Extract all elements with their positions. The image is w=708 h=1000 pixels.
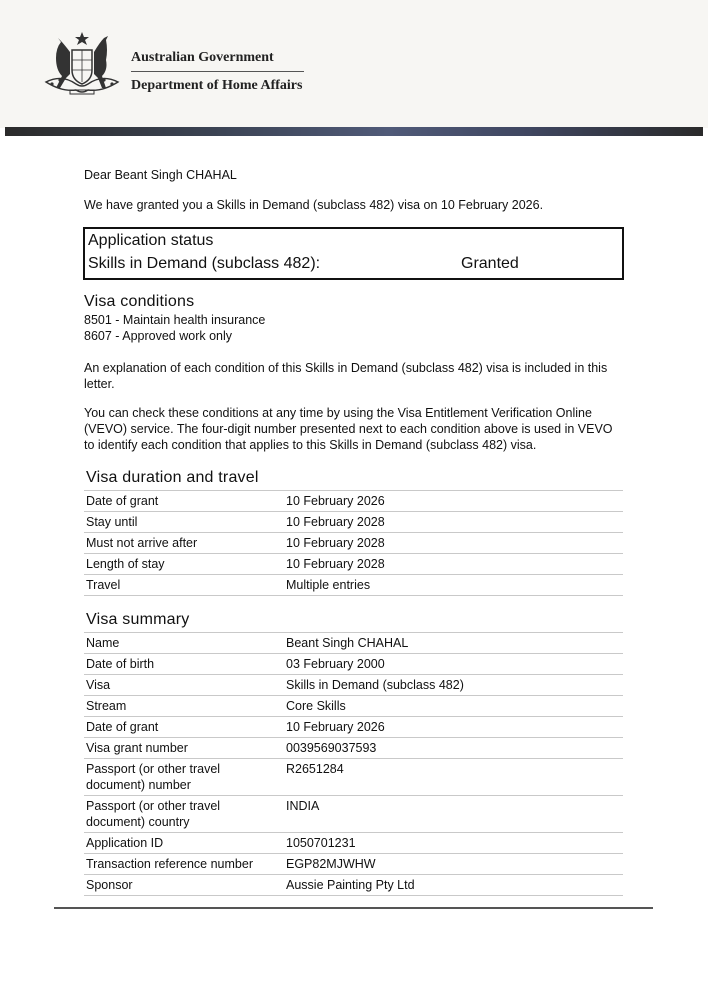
- table-row: [84, 833, 623, 854]
- footer-divider: [54, 907, 653, 909]
- visa-conditions-heading: Visa conditions: [84, 293, 195, 310]
- application-status-title: Application status: [88, 232, 214, 249]
- row-value: 1050701231: [284, 833, 623, 854]
- row-value: 03 February 2000: [284, 654, 623, 675]
- visa-summary-heading: Visa summary: [86, 611, 190, 628]
- coat-of-arms-icon: [42, 30, 122, 98]
- vevo-note: You can check these conditions at any time by using the Visa Entitlement Verification Online (VEVO) service. The four-digit number presented next to each condition above is used in VEVO to identify each condition that applies to this Skills in Demand (subclass 482) visa.: [84, 406, 613, 452]
- visa-condition-item: 8501 - Maintain health insurance: [84, 313, 266, 327]
- department-name: Department of Home Affairs: [131, 78, 303, 93]
- row-label: Date of grant: [84, 717, 284, 738]
- row-value: Skills in Demand (subclass 482): [284, 675, 623, 696]
- row-value: 10 February 2026: [284, 491, 623, 512]
- row-label: Date of birth: [84, 654, 284, 675]
- table-row: [84, 738, 623, 759]
- visa-condition-item: 8607 - Approved work only: [84, 329, 233, 343]
- table-row: [84, 575, 623, 596]
- row-label: Application ID: [84, 833, 284, 854]
- row-value: 10 February 2028: [284, 512, 623, 533]
- table-row: [84, 854, 623, 875]
- row-label: Visa grant number: [84, 738, 284, 759]
- row-label: Travel: [84, 575, 284, 596]
- table-row: [84, 512, 623, 533]
- table-row: [84, 554, 623, 575]
- row-value: 10 February 2026: [284, 717, 623, 738]
- row-label: Stay until: [84, 512, 284, 533]
- grant-intro: We have granted you a Skills in Demand (subclass 482) visa on 10 February 2026.: [84, 198, 544, 212]
- row-value: 10 February 2028: [284, 533, 623, 554]
- salutation: Dear Beant Singh CHAHAL: [84, 168, 237, 182]
- row-value: Core Skills: [284, 696, 623, 717]
- table-row: [84, 796, 623, 833]
- row-label: Transaction reference number: [84, 854, 284, 875]
- letterhead: [0, 0, 708, 128]
- table-row: [84, 717, 623, 738]
- government-name: Australian Government: [131, 50, 274, 65]
- row-label: Passport (or other travel document) number: [84, 759, 284, 796]
- table-row: [84, 491, 623, 512]
- visa-summary-table: [84, 632, 623, 896]
- row-label: Stream: [84, 696, 284, 717]
- table-row: [84, 759, 623, 796]
- conditions-explanation: An explanation of each condition of this Skills in Demand (subclass 482) visa is included in this letter.: [84, 361, 608, 391]
- row-value: EGP82MJWHW: [284, 854, 623, 875]
- visa-duration-heading: Visa duration and travel: [86, 469, 259, 486]
- row-value: Multiple entries: [284, 575, 623, 596]
- row-value: Beant Singh CHAHAL: [284, 633, 623, 654]
- row-label: Date of grant: [84, 491, 284, 512]
- table-row: [84, 654, 623, 675]
- application-status-visa: Skills in Demand (subclass 482):: [88, 255, 321, 272]
- table-row: [84, 875, 623, 896]
- row-label: Length of stay: [84, 554, 284, 575]
- row-label: Must not arrive after: [84, 533, 284, 554]
- table-row: [84, 533, 623, 554]
- row-value: INDIA: [284, 796, 623, 833]
- row-label: Sponsor: [84, 875, 284, 896]
- header-stripe: [5, 127, 703, 136]
- row-value: Aussie Painting Pty Ltd: [284, 875, 623, 896]
- row-label: Visa: [84, 675, 284, 696]
- row-label: Passport (or other travel document) country: [84, 796, 284, 833]
- application-status-box: [83, 227, 624, 280]
- row-value: R2651284: [284, 759, 623, 796]
- letterhead-divider: [131, 71, 304, 72]
- table-row: [84, 696, 623, 717]
- table-row: [84, 633, 623, 654]
- application-status-value: Granted: [461, 255, 519, 272]
- row-value: 10 February 2028: [284, 554, 623, 575]
- visa-duration-table: [84, 490, 623, 596]
- row-value: 0039569037593: [284, 738, 623, 759]
- row-label: Name: [84, 633, 284, 654]
- table-row: [84, 675, 623, 696]
